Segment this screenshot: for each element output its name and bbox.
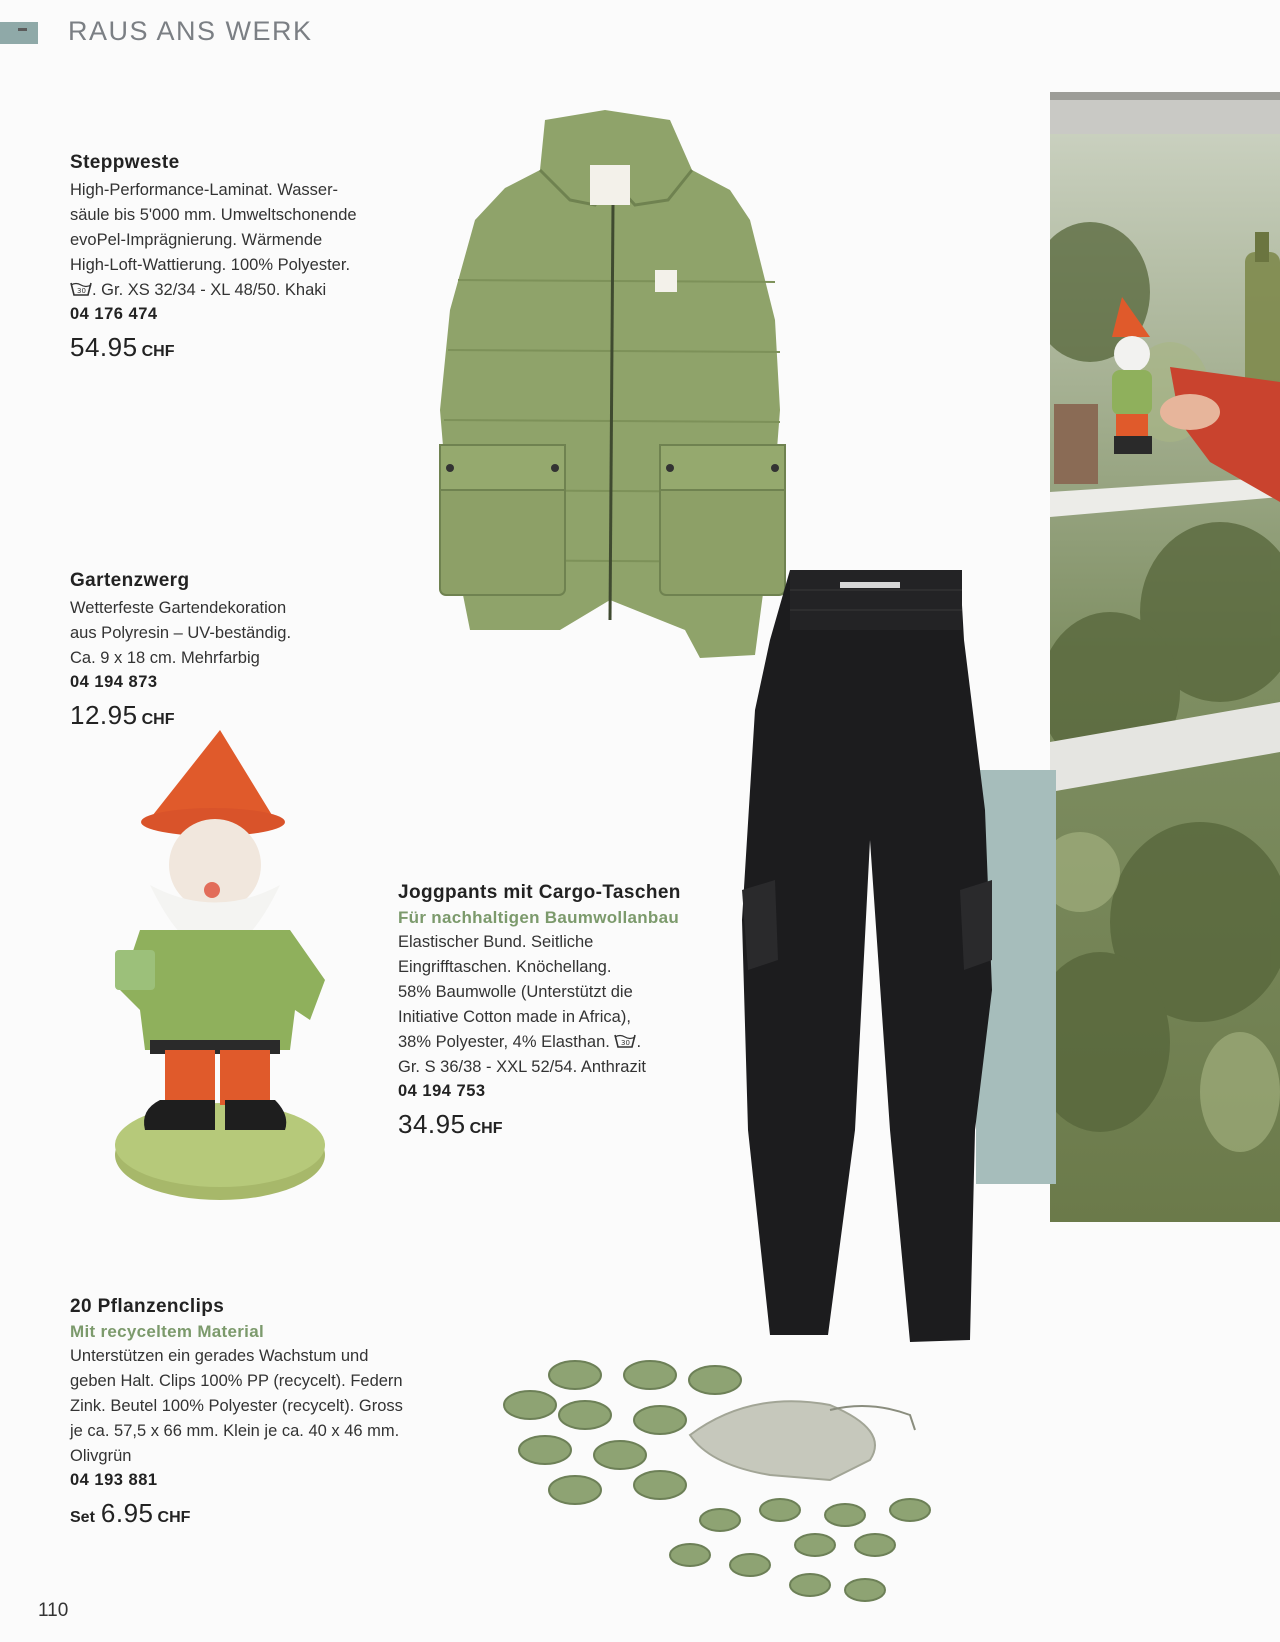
lifestyle-photo — [1050, 92, 1280, 1222]
desc-line: Zink. Beutel 100% Polyester (recycelt). Gross — [70, 1397, 403, 1415]
currency: CHF — [141, 711, 175, 728]
section-title: RAUS ANS WERK — [68, 16, 313, 46]
product-description — [70, 1344, 450, 1469]
price: 34.95 — [398, 1109, 466, 1139]
product-tagline: Mit recyceltem Material — [70, 1322, 264, 1341]
product-description — [70, 178, 410, 303]
price-row — [70, 332, 410, 363]
svg-text:30: 30 — [621, 1039, 631, 1047]
product-description — [398, 930, 728, 1080]
price: 6.95 — [100, 1498, 154, 1528]
desc-line: geben Halt. Clips 100% PP (recycelt). Federn — [70, 1372, 403, 1390]
article-number: 04 194 753 — [398, 1082, 486, 1100]
page-number: 110 — [38, 1600, 69, 1621]
product-name: Joggpants mit Cargo-Taschen — [398, 882, 681, 903]
desc-line: Gr. S 36/38 - XXL 52/54. Anthrazit — [398, 1058, 646, 1076]
desc-line: High-Performance-Laminat. Wasser- — [70, 181, 339, 199]
price: 12.95 — [70, 700, 138, 730]
product-name: 20 Pflanzenclips — [70, 1296, 225, 1317]
article-number: 04 193 881 — [70, 1471, 158, 1489]
price-row — [70, 700, 410, 731]
currency: CHF — [157, 1509, 191, 1526]
product-name: Gartenzwerg — [70, 570, 190, 591]
svg-text:30: 30 — [77, 287, 86, 295]
product-steppweste — [70, 152, 410, 363]
desc-line: aus Polyresin – UV-beständig. — [70, 624, 292, 642]
currency: CHF — [469, 1120, 503, 1137]
desc-line: je ca. 57,5 x 66 mm. Klein je ca. 40 x 46 mm. — [70, 1422, 400, 1440]
desc-line: evoPel-Imprägnierung. Wärmende — [70, 231, 323, 249]
article-number: 04 194 873 — [70, 673, 158, 691]
desc-line: Elastischer Bund. Seitliche — [398, 933, 594, 951]
pflanzenclips-image — [490, 1350, 960, 1620]
desc-line: Wetterfeste Gartendekoration — [70, 599, 287, 617]
wash-30-icon — [70, 281, 92, 297]
article-number: 04 176 474 — [70, 305, 158, 323]
wash-30-icon — [614, 1033, 636, 1049]
desc-line: säule bis 5'000 mm. Umweltschonende — [70, 206, 357, 224]
desc-line — [70, 278, 410, 303]
section-marker — [0, 22, 38, 44]
desc-line: 38% Polyester, 4% Elasthan. 30 . — [398, 1033, 642, 1051]
desc-text: . Gr. XS 32/34 - XL 48/50. Khaki — [92, 281, 327, 299]
desc-line: Olivgrün — [70, 1447, 132, 1465]
desc-line: High-Loft-Wattierung. 100% Polyester. — [70, 256, 351, 274]
gartenzwerg-image — [100, 720, 340, 1200]
desc-text: 38% Polyester, 4% Elasthan. — [398, 1033, 610, 1051]
desc-line: Ca. 9 x 18 cm. Mehrfarbig — [70, 649, 260, 667]
desc-line: Initiative Cotton made in Africa), — [398, 1008, 631, 1026]
price-row — [398, 1109, 728, 1140]
product-tagline: Für nachhaltigen Baumwollanbau — [398, 908, 680, 927]
price-row — [70, 1498, 450, 1529]
product-name: Steppweste — [70, 152, 180, 173]
product-pflanzenclips — [70, 1296, 450, 1529]
desc-line: Unterstützen ein gerades Wachstum und — [70, 1347, 369, 1365]
price-prefix: Set — [70, 1509, 95, 1526]
price: 54.95 — [70, 332, 138, 362]
product-joggpants — [398, 882, 728, 1140]
product-description — [70, 596, 410, 671]
joggpants-image — [730, 570, 1000, 1350]
desc-line: Eingrifftaschen. Knöchellang. — [398, 958, 612, 976]
product-gartenzwerg — [70, 570, 410, 731]
desc-line: 58% Baumwolle (Unterstützt die — [398, 983, 633, 1001]
currency: CHF — [141, 343, 175, 360]
